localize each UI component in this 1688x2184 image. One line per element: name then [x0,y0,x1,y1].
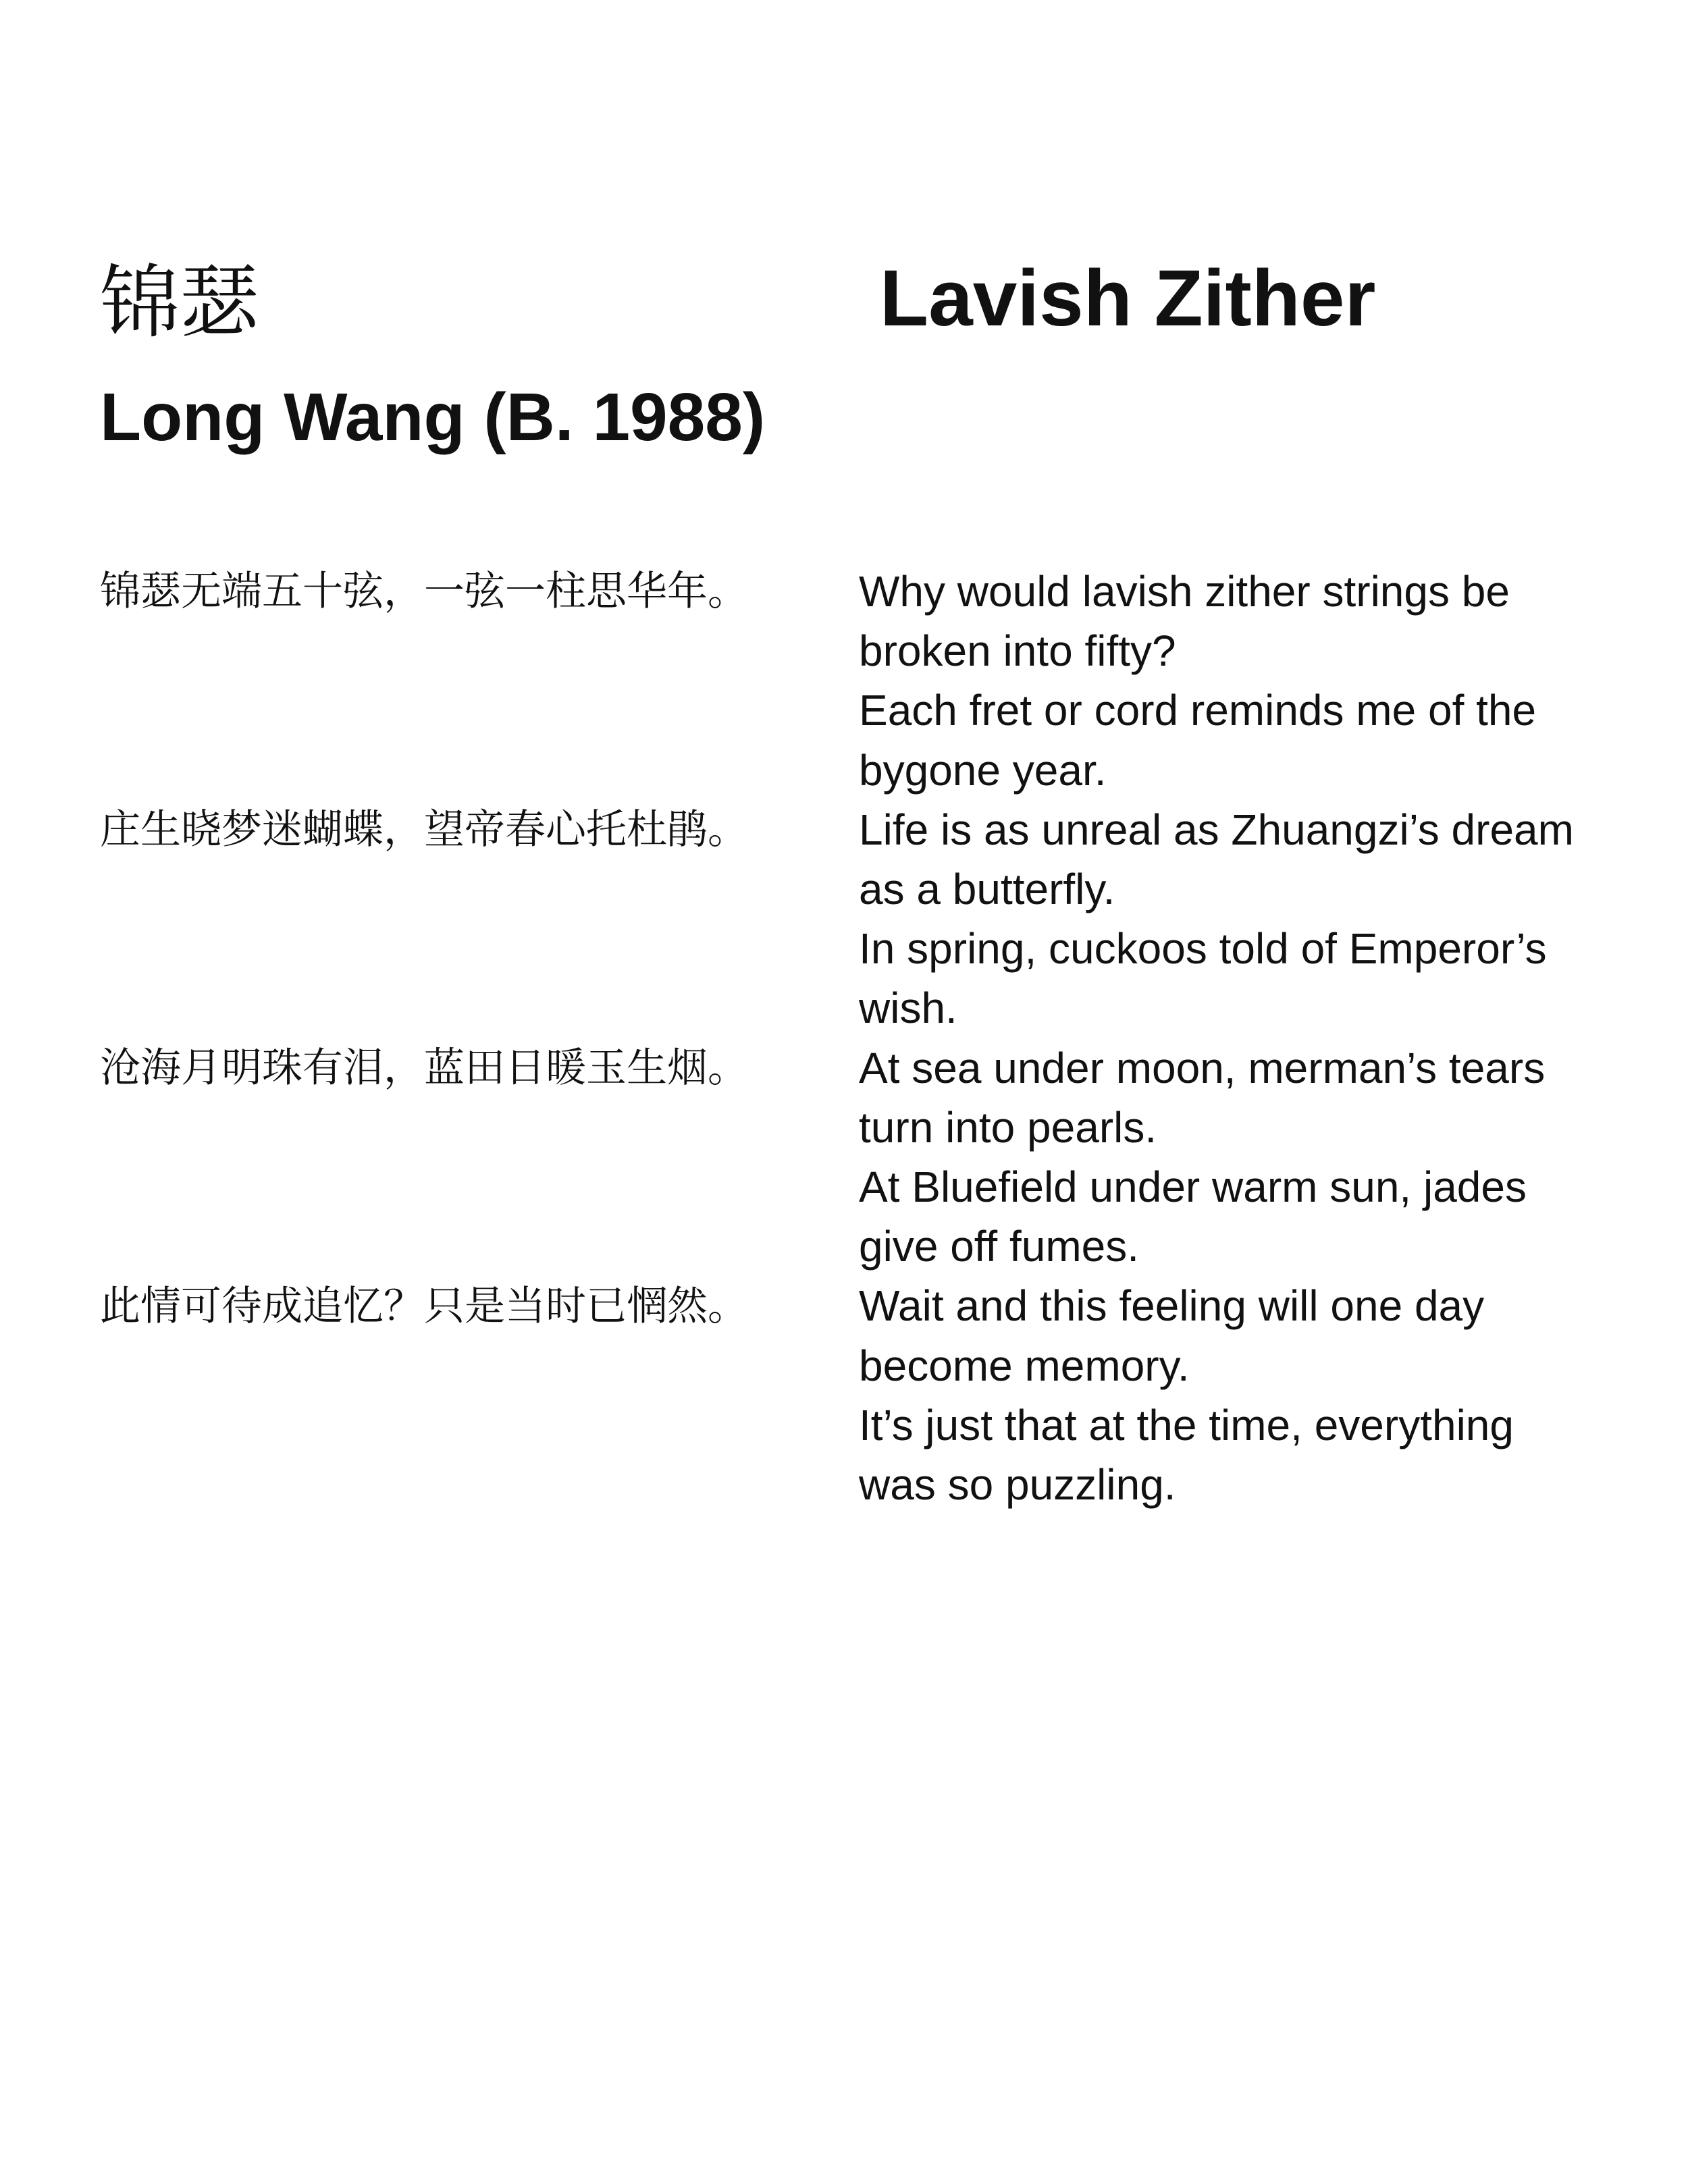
chinese-couplet: 锦瑟无端五十弦，一弦一柱思华年。 [100,568,748,615]
english-verse-line: It’s just that at the time, everything was so puzzling. [859,1400,1514,1510]
chinese-title: 锦瑟 [100,256,260,349]
chinese-poem-column [100,562,816,1515]
chinese-couplet: 沧海月明珠有泪，蓝田日暖玉生烟。 [100,1044,748,1092]
chinese-couplet: 庄生晓梦迷蝴蝶，望帝春心托杜鹃。 [100,806,748,853]
author-line: Long Wang (B. 1988) [100,379,766,455]
english-verse-line: Life is as unreal as Zhuangzi’s dream as a butterfly. [859,805,1574,914]
english-verse-line: At Bluefield under warm sun, jades give off fumes. [859,1163,1527,1271]
english-verse-line: In spring, cuckoos told of Emperor’s wish. [859,924,1547,1033]
english-verse-line: Why would lavish zither strings be broken into fifty? [859,567,1510,676]
english-verse-line: Each fret or cord reminds me of the bygone year. [859,686,1537,795]
english-verse-line: Wait and this feeling will one day become memory. [859,1281,1485,1390]
chinese-couplet: 此情可待成追忆？只是当时已惘然。 [100,1283,748,1330]
english-title: Lavish Zither [880,254,1376,343]
english-poem-column [859,562,1588,1514]
english-verse-line: At sea under moon, merman’s tears turn into pearls. [859,1043,1546,1152]
